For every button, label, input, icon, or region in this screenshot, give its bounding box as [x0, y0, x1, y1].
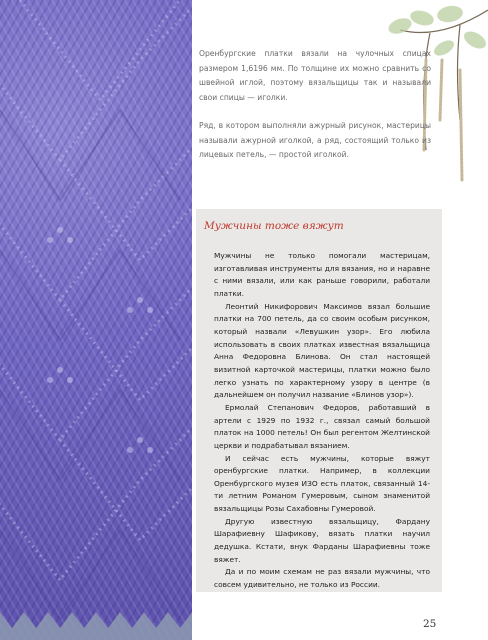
intro-text: [199, 47, 431, 177]
intro-paragraph: Ряд, в котором выполняли ажурный рисунок, мастерицы называли ажурной иголкой, а ряд, состоящий только из лицевых петель, — простой иголкой.: [199, 121, 431, 159]
lace-shawl-photo: [0, 0, 192, 640]
sidebar-paragraph: Леонтий Никифорович Максимов вязал большие платки на 700 петель, да со своим особым рисунком, который назвали «Левушкин узор». Его любила использовать в своих платках известная вязальщица Анна Федоровна Блинова. Он стал настоящей визитной карточкой мастерицы, платки можно было легко узнать по характерному узору в центре (в дальнейшем он получил название «Блинов узор»).: [214, 301, 430, 400]
sidebar-paragraph: Мужчины не только помогали мастерицам, изготавливая инструменты для вязания, но и наравне с ними вязали, или как раньше говорили, работали платки.: [214, 251, 430, 298]
page-number: 25: [423, 618, 437, 630]
intro-paragraph: Оренбургские платки вязали на чулочных спицах размером 1,6196 мм. По толщине их можно сравнить со швейной иглой, поэтому вязальщицы так и называли свои спицы — иголки.: [199, 49, 431, 102]
sidebar-paragraph: И сейчас есть мужчины, которые вяжут оренбургские платки. Например, в коллекции Оренбургского музея ИЗО есть платок, связанный 14-ти летним Романом Гумеровым, сыном знаменитой вязальщицы Розы Сахабовны Гумеровой.: [214, 453, 430, 514]
sidebar-paragraph: Да и по моим схемам не раз вязали мужчины, что совсем удивительно, не только из России.: [214, 567, 430, 590]
sidebar-box: [196, 209, 442, 592]
sidebar-paragraph: Ермолай Степанович Федоров, работавший в артели с 1929 по 1932 г., связал самый большой платок на 1000 петель! Он был регентом Желтинской церкви и подрабатывал вязанием.: [214, 402, 430, 450]
sidebar-title: Мужчины тоже вяжут: [204, 220, 344, 232]
lace-pattern: [0, 0, 192, 640]
sidebar-paragraph: Другую известную вязальщицу, Фардану Шарафиевну Шафикову, вязать платки научил дедушка. Кстати, внук Фарданы Шарафиевны тоже вяжет.: [214, 516, 430, 564]
sidebar-body: [214, 250, 430, 592]
